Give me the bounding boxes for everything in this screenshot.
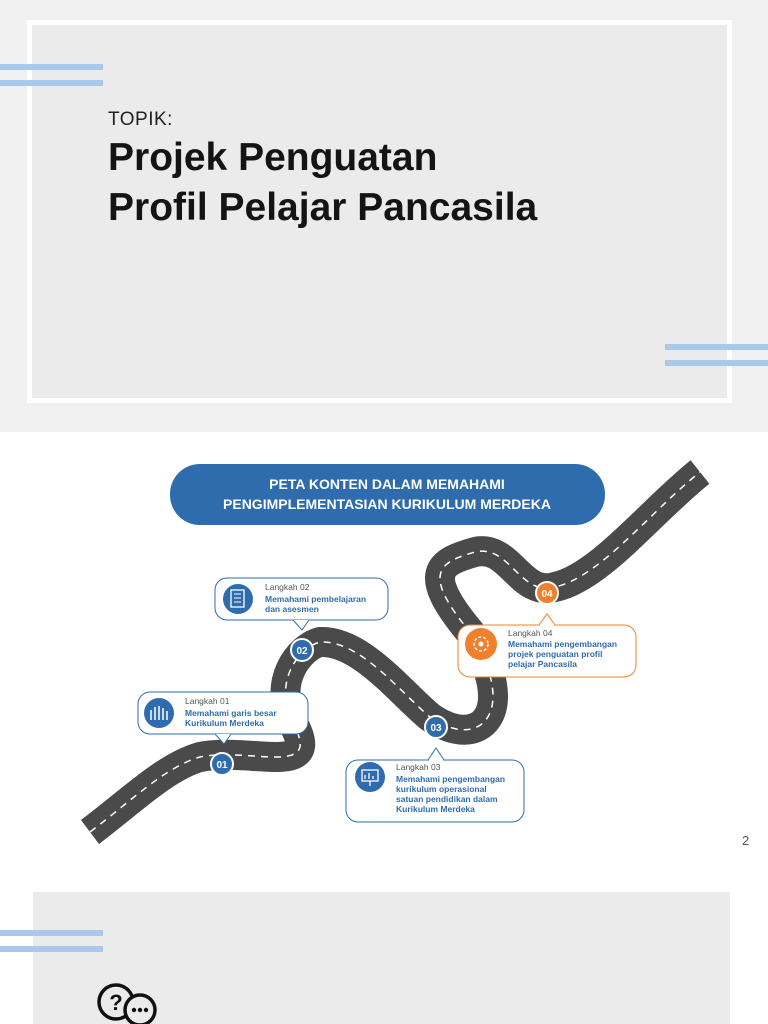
slide-1 xyxy=(0,0,768,432)
decorative-lines-left-slide-3 xyxy=(0,930,103,962)
svg-text:Langkah 01: Langkah 01 xyxy=(185,696,230,706)
svg-text:Memahami garis besar: Memahami garis besar xyxy=(185,708,277,718)
step-04-callout xyxy=(458,614,636,677)
svg-text:02: 02 xyxy=(296,646,308,657)
svg-text:Langkah 03: Langkah 03 xyxy=(396,762,441,772)
slide-3 xyxy=(0,892,768,1024)
svg-text:01: 01 xyxy=(216,760,228,771)
decorative-lines-left xyxy=(0,64,103,96)
decorative-lines-right xyxy=(665,344,768,376)
svg-text:dan asesmen: dan asesmen xyxy=(265,604,319,614)
title-line-1: Projek Penguatan xyxy=(108,136,438,179)
step-03-callout xyxy=(346,748,524,822)
svg-text:Kurikulum Merdeka: Kurikulum Merdeka xyxy=(396,804,475,814)
banner xyxy=(170,464,605,525)
svg-text:04: 04 xyxy=(541,589,553,600)
svg-text:kurikulum operasional: kurikulum operasional xyxy=(396,784,487,794)
svg-text:pelajar Pancasila: pelajar Pancasila xyxy=(508,659,577,669)
svg-text:Memahami pengembangan: Memahami pengembangan xyxy=(396,774,506,784)
svg-text:?: ? xyxy=(109,990,123,1015)
page-title xyxy=(108,133,537,233)
svg-text:Langkah 02: Langkah 02 xyxy=(265,582,310,592)
step-02-callout xyxy=(215,578,388,630)
road-marker-04 xyxy=(536,582,558,604)
svg-text:satuan pendidikan dalam: satuan pendidikan dalam xyxy=(396,794,498,804)
banner-line-1: PETA KONTEN DALAM MEMAHAMI xyxy=(269,476,505,492)
step-01-callout xyxy=(138,692,308,744)
slide-2 xyxy=(0,432,768,892)
checklist-document-icon xyxy=(223,584,253,614)
svg-text:03: 03 xyxy=(430,723,442,734)
svg-text:Memahami pembelajaran: Memahami pembelajaran xyxy=(265,594,367,604)
content-map-infographic xyxy=(0,432,768,892)
svg-text:Langkah 04: Langkah 04 xyxy=(508,628,553,638)
question-chat-bubbles-icon xyxy=(96,980,160,1024)
svg-text:Kurikulum Merdeka: Kurikulum Merdeka xyxy=(185,718,264,728)
page-number: 2 xyxy=(742,833,750,848)
presentation-chart-icon xyxy=(355,762,385,792)
svg-text:projek penguatan profil: projek penguatan profil xyxy=(508,649,603,659)
road-marker-01 xyxy=(211,753,233,775)
svg-text:Memahami pengembangan: Memahami pengembangan xyxy=(508,639,618,649)
topic-label: TOPIK: xyxy=(108,109,173,130)
road-marker-02 xyxy=(291,639,313,661)
title-line-2: Profil Pelajar Pancasila xyxy=(108,186,538,229)
road-marker-03 xyxy=(425,716,447,738)
banner-line-2: PENGIMPLEMENTASIAN KURIKULUM MERDEKA xyxy=(223,496,551,512)
